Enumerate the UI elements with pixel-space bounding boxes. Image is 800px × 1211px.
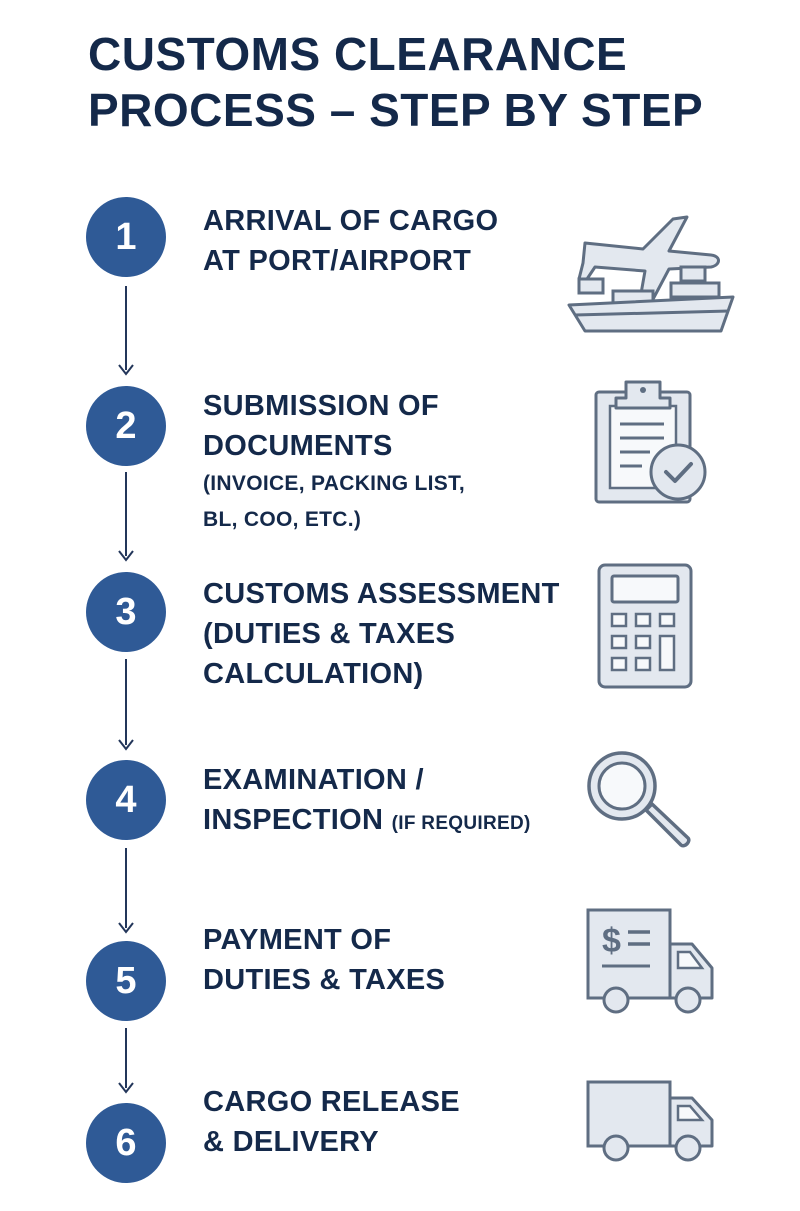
flow-arrow (118, 286, 134, 376)
clipboard-check-icon (590, 378, 712, 504)
svg-text:$: $ (602, 922, 621, 960)
step-number-badge: 5 (86, 941, 166, 1021)
step-number-badge: 6 (86, 1103, 166, 1183)
step-label-line: PAYMENT OF (203, 924, 392, 956)
step-label (203, 574, 583, 694)
title-line-1: CUSTOMS CLEARANCE (88, 28, 628, 80)
step-label-line: DUTIES & TAXES (203, 964, 446, 996)
step-number-badge: 4 (86, 760, 166, 840)
delivery-truck-icon (584, 1078, 718, 1164)
step-number-badge: 1 (86, 197, 166, 277)
step-label (203, 920, 583, 1000)
flow-arrow (118, 1028, 134, 1094)
step-label-line: AT PORT/AIRPORT (203, 245, 472, 277)
step-label (203, 201, 583, 281)
step-number-badge: 2 (86, 386, 166, 466)
step-label-line: CALCULATION) (203, 658, 424, 690)
step-label-line: ARRIVAL OF CARGO (203, 205, 499, 237)
step-label-line: & DELIVERY (203, 1126, 379, 1158)
truck-with-dollar-icon (584, 906, 718, 1018)
step-number-badge: 3 (86, 572, 166, 652)
page-title (88, 26, 788, 138)
magnifying-glass-icon (582, 748, 694, 852)
flow-arrow (118, 472, 134, 562)
step-label-line: CARGO RELEASE (203, 1086, 460, 1118)
step-label-line: CUSTOMS ASSESSMENT (203, 578, 560, 610)
step-label-line: DOCUMENTS (203, 430, 393, 462)
step-label (203, 386, 583, 538)
step-note: (IF REQUIRED) (391, 813, 531, 834)
step-label-line: SUBMISSION OF (203, 390, 439, 422)
step-label-line: (DUTIES & TAXES (203, 618, 456, 650)
step-label-line: EXAMINATION / (203, 764, 424, 796)
step-label-line: INSPECTION (203, 804, 384, 836)
step-sublabel-line: (INVOICE, PACKING LIST, (203, 472, 466, 495)
flow-arrow (118, 659, 134, 751)
flow-arrow (118, 848, 134, 934)
plane-and-ship-icon (565, 205, 737, 335)
step-label (203, 1082, 583, 1162)
calculator-icon (596, 562, 694, 690)
step-label (203, 760, 583, 844)
title-line-2: PROCESS – STEP BY STEP (88, 84, 704, 136)
step-sublabel-line: BL, COO, ETC.) (203, 508, 362, 531)
